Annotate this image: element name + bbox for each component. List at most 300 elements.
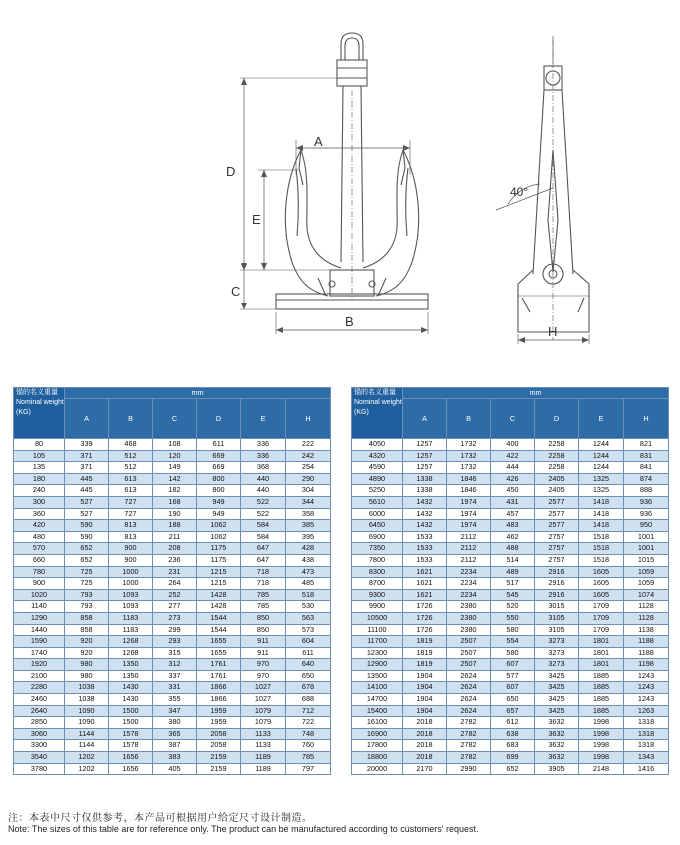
table-cell: 6000 [352, 508, 403, 520]
table-row [14, 496, 331, 508]
table-cell: 1533 [403, 543, 447, 555]
table-cell: 725 [65, 578, 109, 590]
table-cell: 480 [14, 531, 65, 543]
table-cell: 1059 [624, 566, 669, 578]
table-cell: 168 [153, 496, 197, 508]
table-cell: 920 [65, 647, 109, 659]
table-cell: 607 [491, 682, 535, 694]
table-cell: 2624 [447, 694, 491, 706]
table-row [352, 439, 669, 451]
table-cell: 1343 [624, 752, 669, 764]
table-cell: 182 [153, 485, 197, 497]
table-row [352, 636, 669, 648]
table-cell: 1846 [447, 473, 491, 485]
table-cell: 1244 [579, 450, 624, 462]
table-cell: 8700 [352, 578, 403, 590]
table-cell: 727 [109, 496, 153, 508]
table-cell: 797 [286, 763, 331, 775]
table-cell: 748 [286, 728, 331, 740]
table-cell: 16100 [352, 717, 403, 729]
table-row [14, 763, 331, 775]
table-cell: 970 [241, 670, 286, 682]
table-row [14, 554, 331, 566]
table-cell: 1726 [403, 612, 447, 624]
table-cell: 1027 [241, 682, 286, 694]
table-cell: 2112 [447, 554, 491, 566]
table-cell: 1144 [65, 728, 109, 740]
table-cell: 1605 [579, 566, 624, 578]
weight-header: 锚的名义重量 Nominal weight (KG) [14, 388, 65, 439]
table-cell: 277 [153, 601, 197, 613]
table-row [14, 647, 331, 659]
table-cell: 2782 [447, 717, 491, 729]
table-cell: 6900 [352, 531, 403, 543]
table-row [14, 659, 331, 671]
spec-table-right [351, 387, 669, 775]
table-cell: 457 [491, 508, 535, 520]
table-cell: 517 [491, 578, 535, 590]
table-cell: 1000 [109, 566, 153, 578]
table-cell: 1732 [447, 439, 491, 451]
table-cell: 336 [241, 439, 286, 451]
col-header-b: B [109, 399, 153, 439]
table-cell: 405 [153, 763, 197, 775]
table-cell: 2159 [197, 752, 241, 764]
table-row [352, 531, 669, 543]
table-row [352, 728, 669, 740]
table-cell: 514 [491, 554, 535, 566]
table-cell: 1059 [624, 578, 669, 590]
table-cell: 1215 [197, 566, 241, 578]
table-cell: 488 [491, 543, 535, 555]
table-cell: 3780 [14, 763, 65, 775]
table-cell: 650 [491, 694, 535, 706]
table-cell: 657 [491, 705, 535, 717]
table-cell: 911 [241, 647, 286, 659]
table-cell: 2234 [447, 578, 491, 590]
col-header-a: A [403, 399, 447, 439]
col-header-b: B [447, 399, 491, 439]
table-cell: 613 [109, 485, 153, 497]
table-row [14, 450, 331, 462]
table-cell: 1027 [241, 694, 286, 706]
table-cell: 1079 [241, 717, 286, 729]
table-cell: 312 [153, 659, 197, 671]
table-cell: 1544 [197, 624, 241, 636]
table-cell: 18800 [352, 752, 403, 764]
table-cell: 1243 [624, 682, 669, 694]
table-cell: 9900 [352, 601, 403, 613]
table-cell: 949 [197, 508, 241, 520]
col-header-d: D [535, 399, 579, 439]
table-cell: 2577 [535, 508, 579, 520]
table-cell: 949 [197, 496, 241, 508]
table-row [352, 717, 669, 729]
table-cell: 336 [241, 450, 286, 462]
table-cell: 1500 [109, 717, 153, 729]
table-cell: 1000 [109, 578, 153, 590]
table-cell: 570 [14, 543, 65, 555]
table-cell: 14700 [352, 694, 403, 706]
table-cell: 1533 [403, 531, 447, 543]
table-cell: 428 [286, 543, 331, 555]
table-cell: 2159 [197, 763, 241, 775]
table-cell: 1175 [197, 543, 241, 555]
col-header-e: E [241, 399, 286, 439]
table-cell: 2258 [535, 462, 579, 474]
table-cell: 1432 [403, 508, 447, 520]
table-cell: 727 [109, 508, 153, 520]
table-cell: 438 [286, 554, 331, 566]
table-cell: 1202 [65, 763, 109, 775]
table-cell: 1183 [109, 612, 153, 624]
table-cell: 1740 [14, 647, 65, 659]
table-cell: 7350 [352, 543, 403, 555]
table-cell: 3540 [14, 752, 65, 764]
table-cell: 473 [286, 566, 331, 578]
table-cell: 850 [241, 612, 286, 624]
table-cell: 440 [241, 473, 286, 485]
table-cell: 2405 [535, 485, 579, 497]
anchor-front-view [240, 33, 428, 334]
table-cell: 813 [109, 531, 153, 543]
table-cell: 1500 [109, 705, 153, 717]
table-cell: 1350 [109, 670, 153, 682]
table-cell: 813 [109, 520, 153, 532]
table-cell: 190 [153, 508, 197, 520]
table-cell: 80 [14, 439, 65, 451]
table-cell: 290 [286, 473, 331, 485]
table-cell: 252 [153, 589, 197, 601]
table-cell: 678 [286, 682, 331, 694]
table-cell: 2507 [447, 636, 491, 648]
table-row [352, 554, 669, 566]
table-cell: 1518 [579, 531, 624, 543]
table-cell: 4050 [352, 439, 403, 451]
table-cell: 1268 [109, 647, 153, 659]
table-cell: 722 [286, 717, 331, 729]
table-cell: 2460 [14, 694, 65, 706]
table-cell: 545 [491, 589, 535, 601]
table-cell: 2624 [447, 670, 491, 682]
table-cell: 1257 [403, 462, 447, 474]
table-cell: 3300 [14, 740, 65, 752]
table-cell: 527 [65, 496, 109, 508]
table-cell: 1904 [403, 682, 447, 694]
table-cell: 426 [491, 473, 535, 485]
table-cell: 850 [241, 624, 286, 636]
table-cell: 1428 [197, 589, 241, 601]
table-cell: 936 [624, 508, 669, 520]
table-cell: 273 [153, 612, 197, 624]
table-cell: 485 [286, 578, 331, 590]
table-cell: 669 [197, 462, 241, 474]
table-cell: 652 [65, 554, 109, 566]
table-cell: 337 [153, 670, 197, 682]
table-row [14, 508, 331, 520]
table-cell: 1655 [197, 647, 241, 659]
table-cell: 14100 [352, 682, 403, 694]
table-cell: 444 [491, 462, 535, 474]
table-cell: 530 [286, 601, 331, 613]
col-header-e: E [579, 399, 624, 439]
table-cell: 1128 [624, 601, 669, 613]
table-cell: 1998 [579, 740, 624, 752]
table-cell: 1128 [624, 612, 669, 624]
table-cell: 1062 [197, 531, 241, 543]
table-cell: 1866 [197, 694, 241, 706]
table-cell: 1418 [579, 520, 624, 532]
table-cell: 1188 [624, 647, 669, 659]
table-cell: 1656 [109, 763, 153, 775]
table-cell: 1621 [403, 589, 447, 601]
table-row [14, 543, 331, 555]
table-cell: 1290 [14, 612, 65, 624]
table-row [352, 670, 669, 682]
table-cell: 900 [109, 543, 153, 555]
table-cell: 660 [14, 554, 65, 566]
table-cell: 1726 [403, 624, 447, 636]
table-cell: 1038 [65, 694, 109, 706]
table-cell: 3632 [535, 717, 579, 729]
table-cell: 650 [286, 670, 331, 682]
table-cell: 339 [65, 439, 109, 451]
table-cell: 522 [241, 496, 286, 508]
table-cell: 2234 [447, 589, 491, 601]
dim-label-d: D [226, 164, 236, 179]
note-english: Note: The sizes of this table are for reference only. The product can be manufactured according to customers' request. [8, 824, 479, 834]
table-cell: 1244 [579, 439, 624, 451]
table-cell: 1257 [403, 450, 447, 462]
table-cell: 445 [65, 485, 109, 497]
table-row [352, 566, 669, 578]
table-cell: 1243 [624, 670, 669, 682]
table-cell: 135 [14, 462, 65, 474]
table-cell: 1801 [579, 659, 624, 671]
spec-table-left [13, 387, 331, 775]
table-cell: 1093 [109, 589, 153, 601]
table-cell: 3425 [535, 705, 579, 717]
table-row [352, 705, 669, 717]
table-cell: 1183 [109, 624, 153, 636]
table-cell: 445 [65, 473, 109, 485]
table-cell: 936 [624, 496, 669, 508]
table-cell: 2258 [535, 450, 579, 462]
weight-header: 锚的名义重量 Nominal weight (KG) [352, 388, 403, 439]
table-cell: 1518 [579, 543, 624, 555]
table-cell: 2018 [403, 717, 447, 729]
table-cell: 2916 [535, 578, 579, 590]
table-cell: 900 [109, 554, 153, 566]
table-cell: 1605 [579, 578, 624, 590]
table-cell: 3273 [535, 636, 579, 648]
table-row [14, 694, 331, 706]
table-cell: 2058 [197, 740, 241, 752]
table-cell: 11100 [352, 624, 403, 636]
table-cell: 2782 [447, 752, 491, 764]
table-cell: 950 [624, 520, 669, 532]
table-cell: 1920 [14, 659, 65, 671]
table-cell: 4590 [352, 462, 403, 474]
table-cell: 580 [491, 647, 535, 659]
table-cell: 1338 [403, 485, 447, 497]
table-cell: 264 [153, 578, 197, 590]
dim-label-h: H [548, 324, 558, 339]
table-cell: 1732 [447, 450, 491, 462]
table-cell: 590 [65, 531, 109, 543]
table-cell: 3632 [535, 740, 579, 752]
table-cell: 236 [153, 554, 197, 566]
table-cell: 580 [491, 624, 535, 636]
table-cell: 1885 [579, 705, 624, 717]
table-cell: 3060 [14, 728, 65, 740]
table-cell: 1974 [447, 496, 491, 508]
note-chinese: 注：本表中尺寸仅供参考，本产品可根据用户给定尺寸设计制造。 [8, 813, 313, 824]
table-cell: 1904 [403, 705, 447, 717]
table-cell: 4890 [352, 473, 403, 485]
table-cell: 1709 [579, 612, 624, 624]
table-cell: 980 [65, 659, 109, 671]
table-cell: 489 [491, 566, 535, 578]
table-cell: 1998 [579, 728, 624, 740]
table-cell: 1318 [624, 740, 669, 752]
table-cell: 1318 [624, 728, 669, 740]
table-cell: 9300 [352, 589, 403, 601]
table-row [14, 612, 331, 624]
table-cell: 8300 [352, 566, 403, 578]
table-cell: 2018 [403, 728, 447, 740]
table-cell: 699 [491, 752, 535, 764]
table-cell: 431 [491, 496, 535, 508]
table-cell: 1093 [109, 601, 153, 613]
table-cell: 1001 [624, 531, 669, 543]
table-cell: 1215 [197, 578, 241, 590]
table-cell: 1655 [197, 636, 241, 648]
table-row [352, 520, 669, 532]
table-cell: 2782 [447, 740, 491, 752]
table-row [14, 578, 331, 590]
table-cell: 1001 [624, 543, 669, 555]
table-body-left [14, 439, 331, 775]
table-cell: 1819 [403, 636, 447, 648]
table-cell: 527 [65, 508, 109, 520]
table-cell: 785 [241, 589, 286, 601]
table-cell: 1621 [403, 566, 447, 578]
table-cell: 718 [241, 566, 286, 578]
table-cell: 1133 [241, 728, 286, 740]
table-cell: 1079 [241, 705, 286, 717]
table-cell: 17800 [352, 740, 403, 752]
table-cell: 5250 [352, 485, 403, 497]
table-cell: 1144 [65, 740, 109, 752]
table-cell: 12900 [352, 659, 403, 671]
table-cell: 584 [241, 520, 286, 532]
table-cell: 563 [286, 612, 331, 624]
table-cell: 2112 [447, 531, 491, 543]
table-cell: 1590 [14, 636, 65, 648]
table-cell: 4320 [352, 450, 403, 462]
table-cell: 12300 [352, 647, 403, 659]
table-cell: 718 [241, 578, 286, 590]
table-cell: 2782 [447, 728, 491, 740]
dim-label-b: B [345, 314, 354, 329]
table-cell: 1885 [579, 694, 624, 706]
table-row [14, 705, 331, 717]
table-cell: 2234 [447, 566, 491, 578]
table-cell: 1885 [579, 670, 624, 682]
table-cell: 371 [65, 462, 109, 474]
table-row [352, 624, 669, 636]
table-cell: 1263 [624, 705, 669, 717]
table-row [14, 439, 331, 451]
table-cell: 520 [491, 601, 535, 613]
table-cell: 3425 [535, 694, 579, 706]
table-row [352, 647, 669, 659]
table-cell: 1440 [14, 624, 65, 636]
table-cell: 785 [286, 752, 331, 764]
table-cell: 612 [491, 717, 535, 729]
unit-header: mm [65, 388, 331, 399]
table-cell: 1244 [579, 462, 624, 474]
table-cell: 3632 [535, 728, 579, 740]
table-cell: 360 [14, 508, 65, 520]
table-row [352, 682, 669, 694]
table-cell: 2757 [535, 531, 579, 543]
table-cell: 450 [491, 485, 535, 497]
table-cell: 242 [286, 450, 331, 462]
table-cell: 1430 [109, 694, 153, 706]
table-cell: 1904 [403, 694, 447, 706]
col-header-a: A [65, 399, 109, 439]
table-cell: 554 [491, 636, 535, 648]
table-cell: 358 [286, 508, 331, 520]
angle-label: 40° [510, 185, 529, 199]
table-cell: 858 [65, 624, 109, 636]
table-cell: 3105 [535, 624, 579, 636]
table-cell: 385 [286, 520, 331, 532]
table-cell: 522 [241, 508, 286, 520]
table-cell: 652 [65, 543, 109, 555]
table-row [352, 496, 669, 508]
table-cell: 1418 [579, 508, 624, 520]
dim-label-e: E [252, 212, 261, 227]
table-row [352, 473, 669, 485]
table-row [352, 589, 669, 601]
table-cell: 1133 [241, 740, 286, 752]
table-cell: 2624 [447, 705, 491, 717]
table-row [352, 578, 669, 590]
table-cell: 3273 [535, 659, 579, 671]
table-cell: 1432 [403, 496, 447, 508]
table-cell: 1350 [109, 659, 153, 671]
table-cell: 254 [286, 462, 331, 474]
table-cell: 1038 [65, 682, 109, 694]
table-row [14, 728, 331, 740]
unit-header: mm [403, 388, 669, 399]
table-cell: 2990 [447, 763, 491, 775]
table-cell: 108 [153, 439, 197, 451]
table-cell: 5610 [352, 496, 403, 508]
table-cell: 800 [197, 485, 241, 497]
table-cell: 2380 [447, 624, 491, 636]
table-cell: 1544 [197, 612, 241, 624]
table-cell: 1578 [109, 740, 153, 752]
table-cell: 2507 [447, 659, 491, 671]
table-cell: 2757 [535, 554, 579, 566]
table-row [352, 612, 669, 624]
table-row [14, 624, 331, 636]
table-cell: 15400 [352, 705, 403, 717]
